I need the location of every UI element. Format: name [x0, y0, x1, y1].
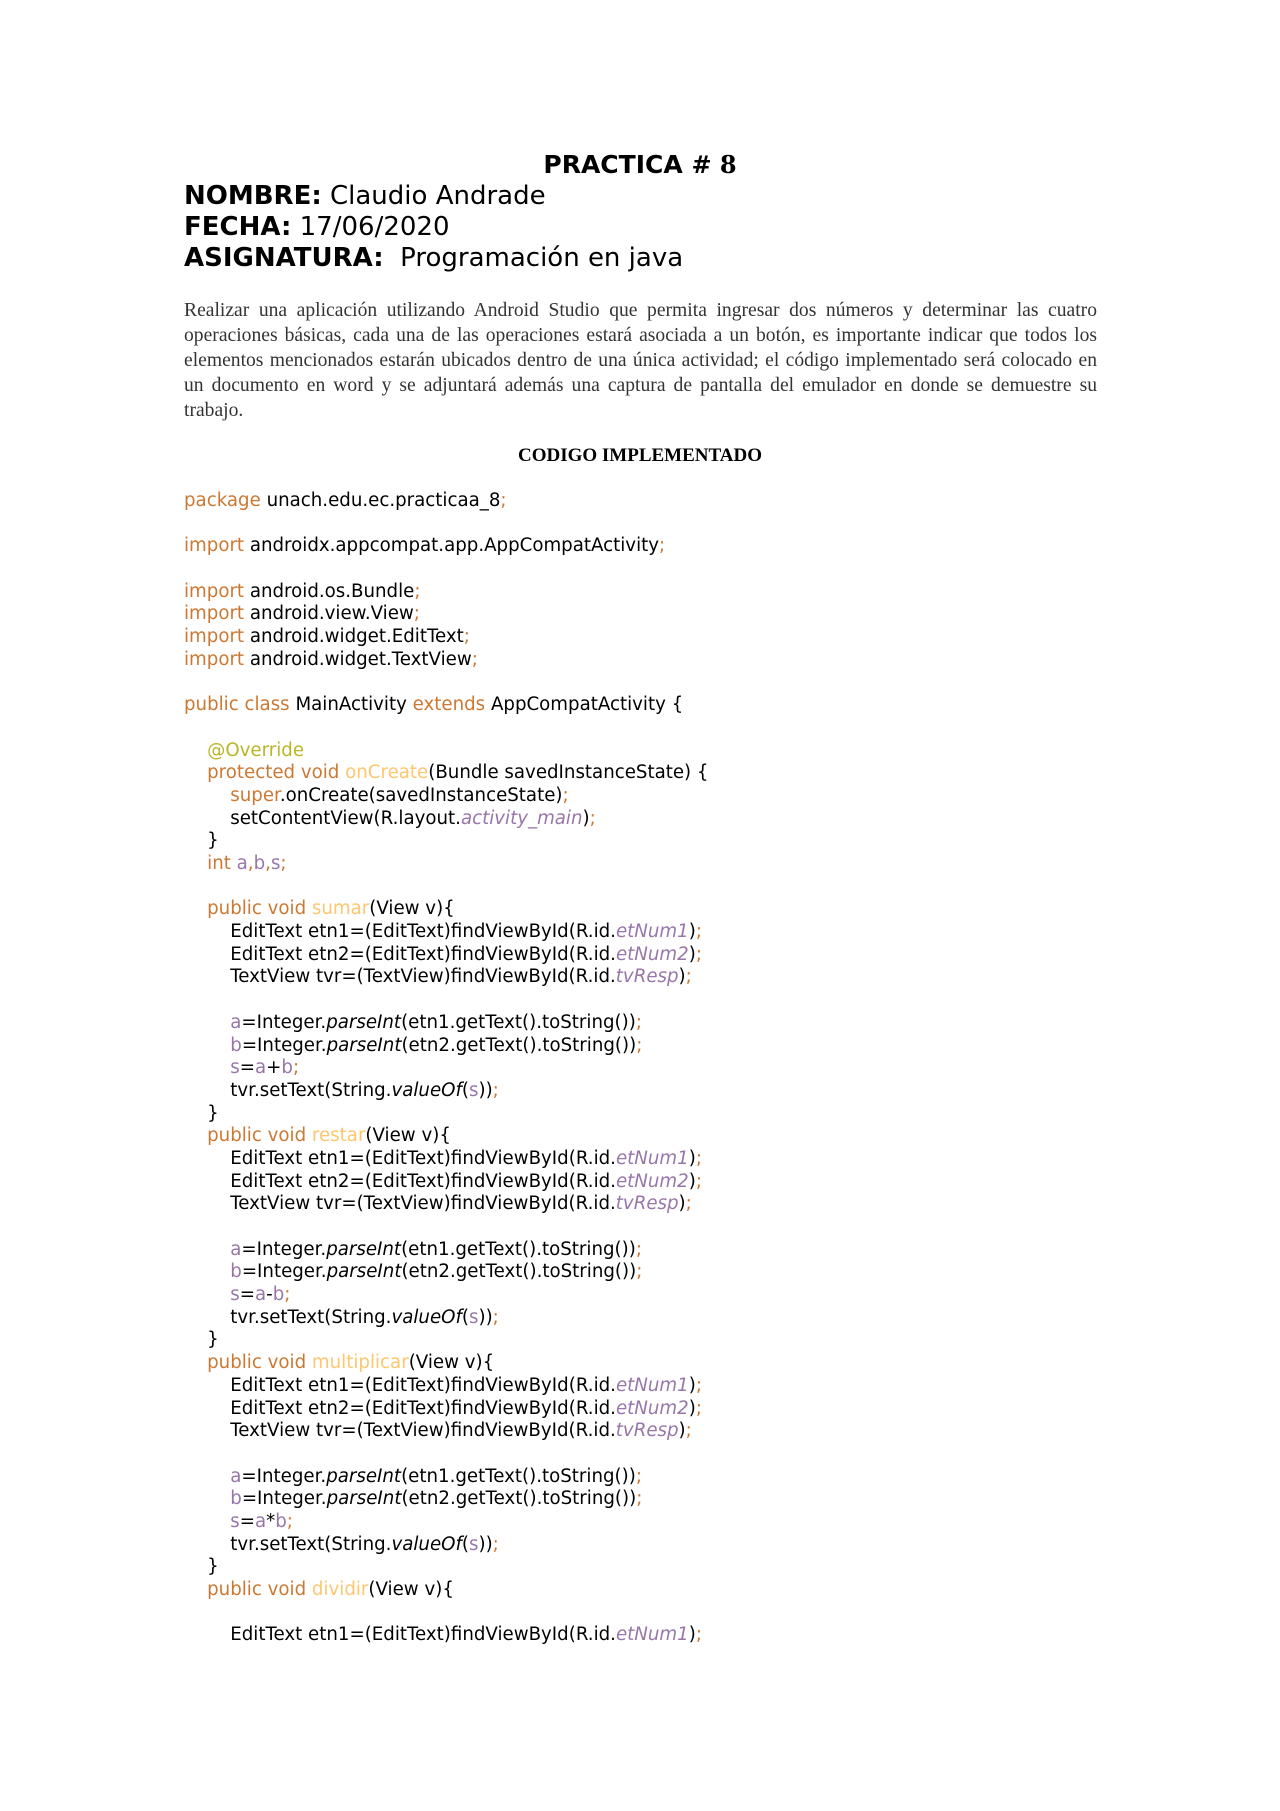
code-token: public class — [184, 694, 296, 716]
code-token — [184, 1466, 230, 1487]
code-token: ( — [461, 1079, 469, 1101]
code-token: valueOf — [391, 1079, 462, 1101]
code-token: ) — [688, 1374, 696, 1396]
description-paragraph: Realizar una aplicación utilizando Android Studio que permita ingresar dos números y determinar las cuatro operaciones básicas, cada una de las operaciones estará asociada a un botón, es importante indicar que todos los elementos mencionados estarán ubicados dentro de una única actividad; el código implementado será colocado en un documento en word y se adjuntará además una captura de pantalla del emulador en donde se demuestre su trabajo. — [184, 300, 1097, 421]
code-token: = — [239, 1057, 255, 1079]
code-token: MainActivity — [295, 694, 413, 716]
code-line — [184, 1239, 1184, 1262]
code-line — [184, 1057, 1184, 1080]
code-token: ; — [695, 921, 702, 943]
code-block — [184, 490, 1184, 1647]
code-line — [184, 1103, 1184, 1126]
code-token: ; — [636, 1034, 643, 1056]
code-line — [184, 1511, 1184, 1534]
code-token: b — [272, 1284, 285, 1306]
code-token: =Integer. — [241, 1011, 327, 1033]
code-token: ; — [562, 784, 569, 806]
code-line — [184, 1556, 1184, 1579]
code-line — [184, 1534, 1184, 1557]
code-token: import — [184, 648, 250, 670]
code-token — [184, 762, 207, 783]
code-token: EditText etn2=(EditText)findViewById(R.id. — [184, 1170, 616, 1192]
code-line — [184, 1624, 1184, 1647]
code-token: EditText etn1=(EditText)findViewById(R.id. — [184, 1374, 616, 1396]
code-token: ) — [688, 1624, 696, 1646]
code-line — [184, 717, 1184, 740]
code-token: EditText etn1=(EditText)findViewById(R.id. — [184, 1147, 616, 1169]
code-token: (etn2.getText().toString()) — [401, 1488, 637, 1510]
section-heading: CODIGO IMPLEMENTADO — [517, 445, 762, 466]
code-token: s — [230, 1510, 240, 1532]
code-token: } — [184, 830, 219, 852]
code-token: parseInt — [326, 1465, 402, 1487]
code-token: =Integer. — [241, 1238, 327, 1260]
code-token — [184, 1239, 230, 1260]
code-line — [184, 1284, 1184, 1307]
code-token: TextView tvr=(TextView)findViewById(R.id. — [184, 966, 616, 988]
code-token: etNum2 — [615, 943, 689, 965]
code-token: EditText etn1=(EditText)findViewById(R.id. — [184, 1624, 616, 1646]
code-token: + — [266, 1057, 282, 1079]
code-token: dividir — [311, 1579, 369, 1600]
code-token — [184, 1352, 207, 1373]
code-token — [184, 1261, 230, 1282]
code-token: etNum2 — [615, 1170, 689, 1192]
code-token: unach.edu.ec.practicaa_8 — [266, 490, 501, 511]
code-token: tvr.setText(String. — [184, 1079, 392, 1101]
code-token: ; — [589, 807, 596, 829]
code-line — [184, 898, 1184, 921]
code-token: parseInt — [326, 1011, 402, 1033]
code-token: import — [184, 603, 250, 625]
code-line — [184, 989, 1184, 1012]
code-token: } — [184, 1556, 219, 1578]
title-number: # 8 — [691, 150, 737, 179]
code-token: ; — [413, 603, 420, 625]
code-token: (View v){ — [365, 1125, 451, 1147]
code-line — [184, 1012, 1184, 1035]
asignatura-label: ASIGNATURA: — [184, 243, 384, 273]
code-line — [184, 1352, 1184, 1375]
code-token: import — [184, 626, 250, 648]
code-line — [184, 762, 1184, 785]
code-token: ; — [286, 1510, 293, 1532]
code-token: parseInt — [326, 1034, 402, 1056]
code-token: a — [255, 1057, 267, 1079]
code-token: (etn1.getText().toString()) — [401, 1238, 636, 1260]
code-line — [184, 1602, 1184, 1625]
code-line — [184, 1193, 1184, 1216]
code-token: ( — [461, 1306, 469, 1328]
code-line — [184, 581, 1184, 604]
code-token: , — [265, 853, 271, 874]
code-line — [184, 558, 1184, 581]
code-token — [184, 1057, 230, 1078]
code-token: b — [230, 1488, 242, 1510]
code-token: import — [184, 535, 250, 557]
code-token: ) — [688, 943, 696, 965]
code-token: , — [247, 853, 254, 874]
code-token: ; — [292, 1057, 300, 1079]
code-token: = — [239, 1284, 255, 1306]
code-token: tvr.setText(String. — [184, 1533, 392, 1555]
code-line — [184, 1398, 1184, 1421]
code-line — [184, 490, 1184, 513]
code-token: ; — [659, 535, 666, 557]
code-token: (etn1.getText().toString()) — [401, 1465, 636, 1487]
code-token: b — [275, 1510, 287, 1532]
code-token: a — [255, 1284, 267, 1306]
code-token: =Integer. — [241, 1465, 327, 1487]
code-token: EditText etn1=(EditText)findViewById(R.id. — [184, 921, 616, 943]
code-line — [184, 1261, 1184, 1284]
code-token: =Integer. — [241, 1488, 327, 1510]
code-token: (etn2.getText().toString()) — [401, 1261, 637, 1283]
code-line — [184, 1443, 1184, 1466]
code-token: ) — [688, 921, 696, 943]
code-token: ; — [635, 1011, 642, 1033]
code-token: tvResp — [615, 1193, 679, 1215]
code-token: .onCreate(savedInstanceState) — [279, 784, 563, 806]
code-line — [184, 1579, 1184, 1602]
code-line — [184, 1329, 1184, 1352]
code-token: (View v){ — [369, 898, 455, 920]
asignatura-line — [184, 243, 683, 273]
code-token: public void — [207, 898, 312, 920]
code-token: ) — [678, 1420, 686, 1442]
code-token: ; — [284, 1284, 291, 1306]
code-line — [184, 921, 1184, 944]
code-line — [184, 830, 1184, 853]
code-line — [184, 1171, 1184, 1194]
code-line — [184, 1148, 1184, 1171]
code-token: ; — [492, 1079, 499, 1101]
code-token: multiplicar — [311, 1352, 409, 1374]
code-token: valueOf — [391, 1533, 462, 1555]
code-token — [184, 1012, 230, 1033]
code-token: androidx.appcompat.app.AppCompatActivity — [249, 535, 660, 557]
code-token: TextView tvr=(TextView)findViewById(R.id. — [184, 1193, 616, 1215]
code-token: etNum1 — [615, 1374, 689, 1396]
code-token: parseInt — [326, 1261, 402, 1283]
code-token: parseInt — [326, 1238, 402, 1260]
code-token: s — [468, 1306, 479, 1328]
code-token: ) — [688, 1170, 696, 1192]
code-token: activity_main — [460, 807, 583, 829]
code-token: onCreate — [345, 762, 429, 784]
code-token: tvResp — [615, 1420, 679, 1442]
code-line — [184, 1125, 1184, 1148]
code-token: ; — [695, 1624, 702, 1646]
code-line — [184, 1307, 1184, 1330]
title-text: PRACTICA — [543, 150, 683, 179]
code-token: package — [184, 490, 267, 511]
code-token: } — [184, 1329, 219, 1351]
code-token: EditText etn2=(EditText)findViewById(R.id. — [184, 943, 616, 965]
code-line — [184, 853, 1184, 876]
code-line — [184, 1466, 1184, 1489]
code-token: ; — [695, 1397, 702, 1419]
code-line — [184, 876, 1184, 899]
code-token: ) — [678, 1193, 686, 1215]
code-token: - — [266, 1284, 273, 1306]
code-token — [184, 740, 207, 761]
asignatura-value: Programación en java — [383, 243, 684, 273]
code-token: ; — [635, 1238, 642, 1260]
code-token: )) — [478, 1079, 493, 1101]
code-token: super — [230, 784, 280, 806]
code-token: ; — [500, 490, 507, 511]
code-token: AppCompatActivity { — [490, 694, 684, 716]
code-token — [184, 785, 230, 806]
code-line — [184, 1080, 1184, 1103]
code-token: ) — [688, 1147, 696, 1169]
code-token: ; — [492, 1533, 499, 1555]
code-token: ; — [685, 966, 692, 988]
code-token: s — [468, 1533, 479, 1555]
code-token: a — [236, 853, 248, 874]
fecha-line — [184, 212, 450, 242]
code-token: ( — [461, 1533, 469, 1555]
code-token: b — [230, 1034, 242, 1056]
code-token: b — [253, 853, 266, 874]
code-token: ; — [685, 1193, 692, 1215]
code-line — [184, 1216, 1184, 1239]
code-line — [184, 535, 1184, 558]
code-token — [184, 1511, 230, 1532]
code-line — [184, 694, 1184, 717]
fecha-value: 17/06/2020 — [291, 212, 450, 242]
code-token: (View v){ — [408, 1352, 495, 1374]
code-token: android.widget.EditText — [249, 626, 464, 648]
code-token: EditText etn2=(EditText)findViewById(R.id. — [184, 1397, 616, 1419]
page-title — [0, 150, 1280, 179]
code-token: public void — [207, 1125, 312, 1147]
code-token — [184, 853, 207, 874]
code-token: s — [468, 1079, 479, 1101]
code-line — [184, 513, 1184, 536]
code-line — [184, 1488, 1184, 1511]
code-token: ; — [636, 1488, 643, 1510]
code-token: ; — [635, 1465, 642, 1487]
code-token: tvResp — [615, 966, 679, 988]
code-token: a — [230, 1465, 242, 1487]
code-token: ; — [471, 648, 478, 670]
code-token: ) — [582, 807, 590, 829]
code-token: etNum1 — [615, 1147, 689, 1169]
code-token — [184, 1035, 230, 1056]
code-token — [184, 898, 207, 919]
code-token: ; — [492, 1306, 499, 1328]
code-token: int — [207, 853, 237, 874]
code-token: protected void — [207, 762, 346, 784]
code-token: android.os.Bundle — [249, 580, 415, 602]
code-token: (View v){ — [368, 1579, 454, 1600]
code-token: = — [239, 1510, 255, 1532]
code-token: ; — [695, 1170, 702, 1192]
code-token: android.view.View — [249, 603, 414, 625]
code-token: ; — [695, 943, 702, 965]
nombre-label: NOMBRE: — [184, 181, 322, 211]
code-line — [184, 1035, 1184, 1058]
code-token — [184, 1125, 207, 1146]
code-token: restar — [311, 1125, 366, 1147]
code-token — [184, 1284, 230, 1305]
code-token: ; — [685, 1420, 692, 1442]
nombre-line — [184, 181, 546, 211]
code-token: ; — [636, 1261, 643, 1283]
code-token: ; — [695, 1147, 702, 1169]
code-token: parseInt — [326, 1488, 402, 1510]
code-token: valueOf — [391, 1306, 462, 1328]
code-token: b — [230, 1261, 242, 1283]
code-token: import — [184, 580, 250, 602]
code-token: * — [266, 1510, 276, 1532]
code-token: @Override — [207, 739, 305, 761]
code-token: ; — [280, 853, 287, 874]
code-token: a — [230, 1238, 242, 1260]
code-token: (etn1.getText().toString()) — [401, 1011, 636, 1033]
code-token: a — [230, 1011, 242, 1033]
code-token: )) — [478, 1533, 493, 1555]
code-line — [184, 626, 1184, 649]
code-token: setContentView(R.layout. — [184, 807, 461, 829]
code-line — [184, 740, 1184, 763]
code-token: etNum1 — [615, 1624, 689, 1646]
code-line — [184, 966, 1184, 989]
code-token: sumar — [311, 898, 370, 920]
code-line — [184, 672, 1184, 695]
code-token: tvr.setText(String. — [184, 1306, 392, 1328]
code-token: ) — [688, 1397, 696, 1419]
code-token: } — [184, 1102, 219, 1124]
code-token: android.widget.TextView — [249, 648, 472, 670]
code-line — [184, 1375, 1184, 1398]
code-token: s — [270, 853, 281, 874]
code-token: ) — [678, 966, 686, 988]
code-token: b — [281, 1057, 293, 1079]
code-token: etNum1 — [615, 921, 689, 943]
code-token: a — [255, 1510, 267, 1532]
code-line — [184, 944, 1184, 967]
code-token: ; — [463, 626, 470, 648]
code-token: (Bundle savedInstanceState) { — [428, 762, 709, 784]
code-line — [184, 808, 1184, 831]
code-token: =Integer. — [241, 1261, 327, 1283]
code-token: =Integer. — [241, 1034, 327, 1056]
code-token: s — [230, 1284, 240, 1306]
code-token: extends — [412, 694, 491, 716]
code-line — [184, 649, 1184, 672]
code-token: etNum2 — [615, 1397, 689, 1419]
code-token: ; — [695, 1374, 702, 1396]
code-token: public void — [207, 1579, 312, 1600]
fecha-label: FECHA: — [184, 212, 292, 242]
code-token — [184, 1488, 230, 1509]
code-line — [184, 1420, 1184, 1443]
code-token: ; — [414, 580, 421, 602]
nombre-value: Claudio Andrade — [321, 181, 546, 211]
code-token: public void — [207, 1352, 312, 1374]
code-token: TextView tvr=(TextView)findViewById(R.id. — [184, 1420, 616, 1442]
code-token: )) — [478, 1306, 493, 1328]
code-token — [184, 1579, 207, 1600]
code-token: (etn2.getText().toString()) — [401, 1034, 637, 1056]
code-token: s — [230, 1057, 240, 1079]
code-line — [184, 603, 1184, 626]
code-line — [184, 785, 1184, 808]
